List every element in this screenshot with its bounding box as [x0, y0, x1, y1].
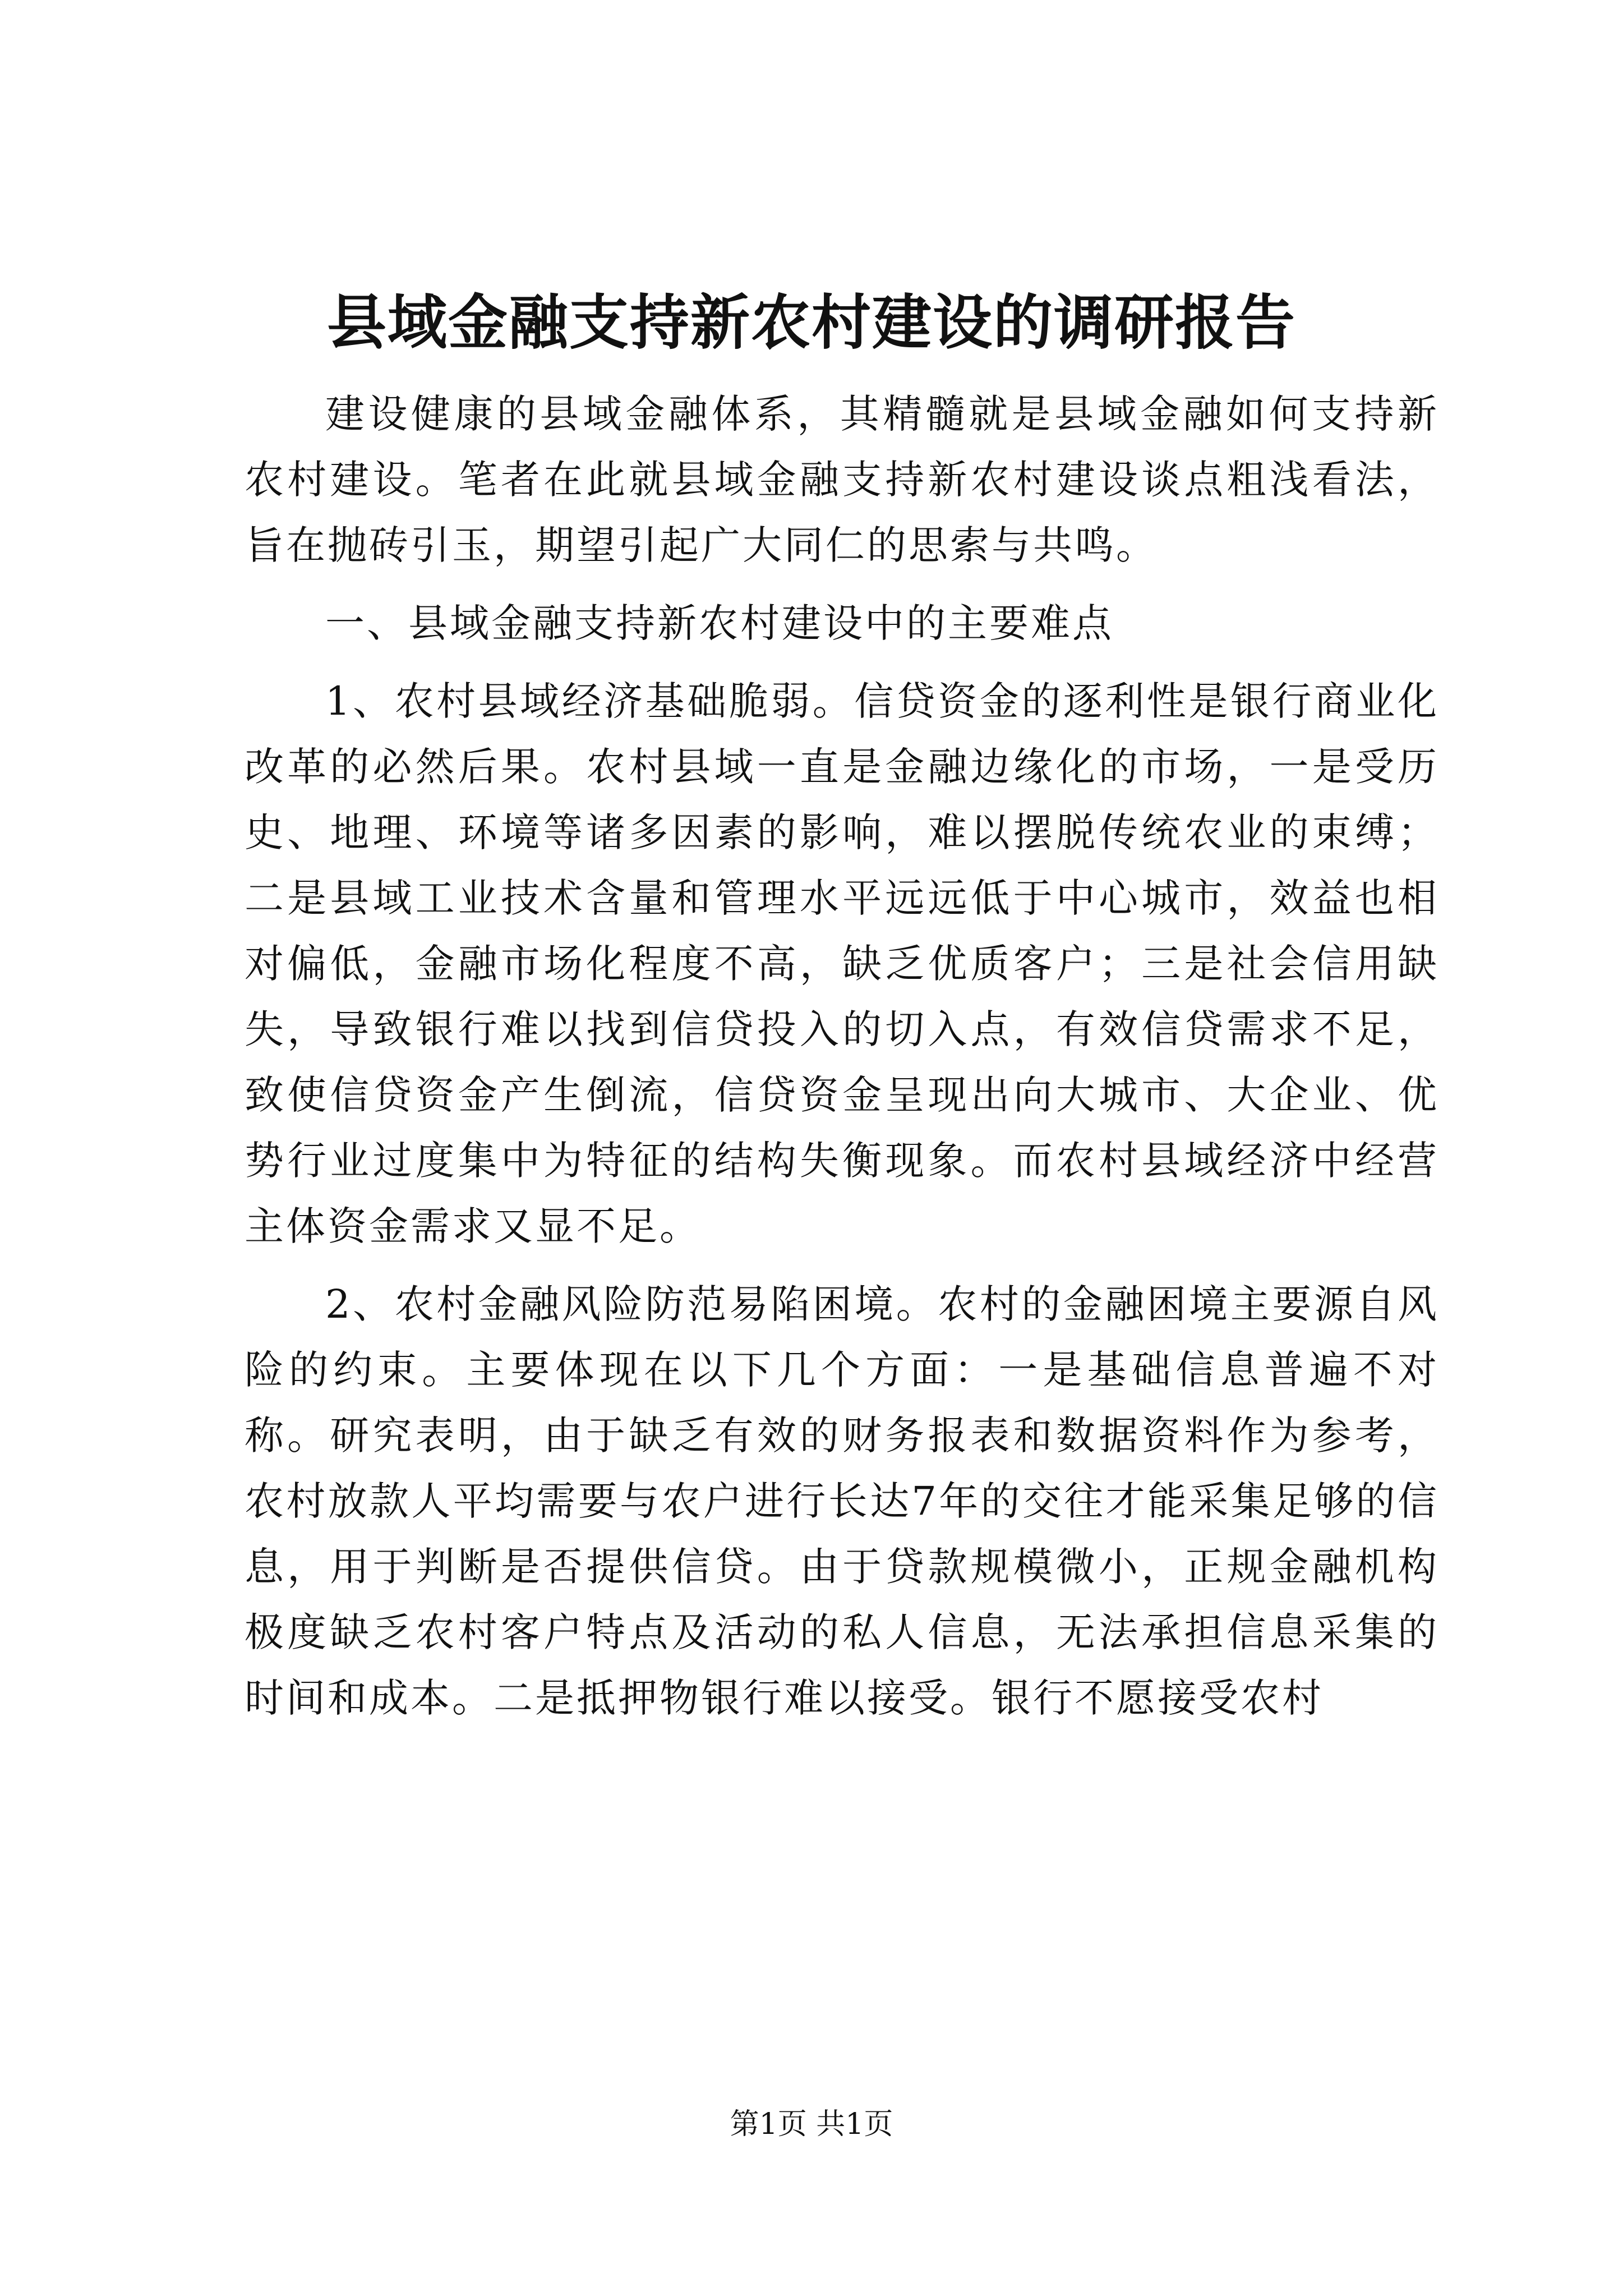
- paragraph-intro: 建设健康的县域金融体系，其精髓就是县域金融如何支持新农村建设。笔者在此就县域金融支持新农村建设谈点粗浅看法，旨在抛砖引玉，期望引起广大同仁的思索与共鸣。: [245, 391, 1439, 568]
- document-body: [245, 381, 1439, 1731]
- document-title: 县域金融支持新农村建设的调研报告: [327, 287, 1296, 357]
- paragraph-point-2: 2、农村金融风险防范易陷困境。农村的金融困境主要源自风险的约束。主要体现在以下几个方面：一是基础信息普遍不对称。研究表明，由于缺乏有效的财务报表和数据资料作为参考，农村放款人平均需要与农户进行长达7年的交往才能采集足够的信息，用于判断是否提供信贷。由于贷款规模微小，正规金融机构极度缺乏农村客户特点及活动的私人信息，无法承担信息采集的时间和成本。二是抵押物银行难以接受。银行不愿接受农村: [245, 1281, 1439, 1721]
- page-footer: 第1页 共1页: [730, 2108, 893, 2141]
- section-heading: 一、县域金融支持新农村建设中的主要难点: [325, 600, 1114, 646]
- paragraph-point-1: 1、农村县域经济基础脆弱。信贷资金的逐利性是银行商业化改革的必然后果。农村县域一直是金融边缘化的市场，一是受历史、地理、环境等诸多因素的影响，难以摆脱传统农业的束缚；二是县域工业技术含量和管理水平远远低于中心城市，效益也相对偏低，金融市场化程度不高，缺乏优质客户；三是社会信用缺失，导致银行难以找到信贷投入的切入点，有效信贷需求不足，致使信贷资金产生倒流，信贷资金呈现出向大城市、大企业、优势行业过度集中为特征的结构失衡现象。而农村县域经济中经营主体资金需求又显不足。: [245, 678, 1439, 1249]
